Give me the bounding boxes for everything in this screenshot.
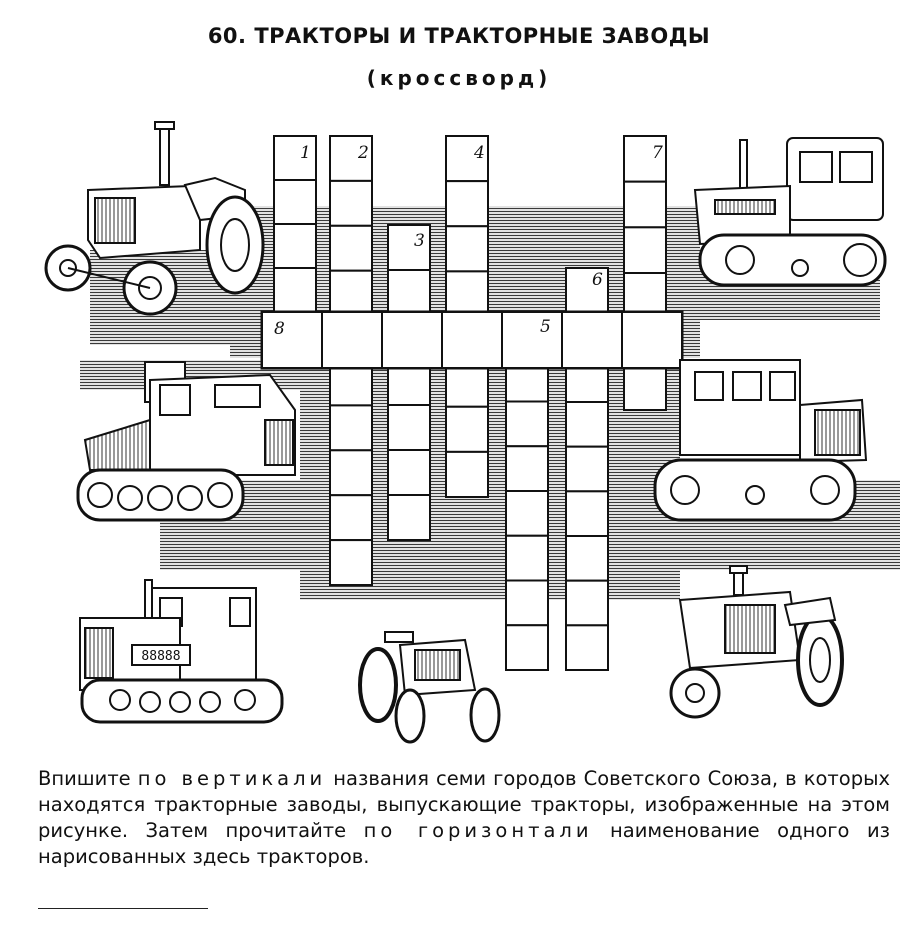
crossword-cell: [566, 447, 608, 492]
crossword-cell-horizontal: [502, 312, 562, 368]
crossword-cell: [566, 581, 608, 626]
page-title: 60. ТРАКТОРЫ И ТРАКТОРНЫЕ ЗАВОДЫ: [207, 24, 711, 48]
crossword-cell: [330, 226, 372, 271]
crossword-cell: [446, 226, 488, 271]
clue-number: 4: [474, 143, 485, 163]
crossword-cell: [506, 625, 548, 670]
wheeled-tractor-icon: [46, 122, 263, 314]
crossword-cell: [388, 450, 430, 495]
crossword-cell: [566, 402, 608, 447]
crossword-cell: [446, 181, 488, 226]
crossword-cell-horizontal: [382, 312, 442, 368]
crossword-cell-horizontal: [262, 312, 322, 368]
clue-number: 8: [274, 319, 285, 339]
clue-number: 2: [358, 143, 369, 163]
crawler-tractor-icon: [655, 360, 866, 520]
crossword-cell: [566, 625, 608, 670]
crossword-cell: [566, 536, 608, 581]
crossword-cell: [446, 452, 488, 497]
clue-number: 5: [540, 317, 551, 337]
crossword-cell-horizontal: [562, 312, 622, 368]
crossword-cell: [506, 536, 548, 581]
clue-number: 3: [414, 231, 425, 251]
crossword-cell-horizontal: [322, 312, 382, 368]
footnote-divider: [38, 908, 208, 909]
crossword-cell: [274, 268, 316, 312]
crossword-cell: [506, 581, 548, 626]
crossword-cell: [330, 495, 372, 540]
crossword-cell: [274, 224, 316, 268]
crossword-cell-horizontal: [622, 312, 682, 368]
wheeled-tractor-icon: [360, 632, 499, 742]
crossword-cell: [330, 181, 372, 226]
clue-number: 6: [592, 270, 603, 290]
crossword-cell: [330, 540, 372, 585]
clue-number: 1: [300, 143, 311, 163]
crossword-cell: [624, 227, 666, 273]
crossword-cell: [388, 270, 430, 315]
crossword-cell: [624, 364, 666, 410]
crawler-tractor-icon: [80, 580, 282, 722]
crawler-tractor-icon: [695, 138, 885, 285]
crossword-cell-horizontal: [442, 312, 502, 368]
crossword-cell: [446, 271, 488, 316]
instructions-part: наименование одного из нарисованных здесь тракторов.: [38, 819, 890, 868]
crossword-cell: [624, 182, 666, 228]
crossword-cell: [506, 402, 548, 447]
crossword-cell: [388, 405, 430, 450]
instructions-text: [38, 766, 890, 870]
crossword-cell: [330, 450, 372, 495]
crossword-cell: [330, 405, 372, 450]
page-subtitle: (кроссворд): [366, 66, 552, 90]
crossword-cell: [506, 491, 548, 536]
instructions-part: названия семи городов Советского Союза, в которых находятся тракторные заводы, выпускающие тракторы, изображенные на этом рисунке. Затем прочитайте: [38, 767, 891, 842]
clue-number: 7: [652, 143, 663, 163]
instructions-part: Впишите: [38, 767, 138, 790]
crossword-cell: [566, 491, 608, 536]
crossword-cell: [330, 271, 372, 316]
tractor-plate-text: 88888: [141, 649, 181, 664]
crossword-cell: [506, 446, 548, 491]
instructions-emphasis-vertical: по вертикали: [137, 767, 327, 790]
instructions-emphasis-horizontal: по горизонтали: [363, 819, 593, 842]
crossword-cell: [388, 495, 430, 540]
wheeled-tractor-icon: [671, 566, 842, 717]
crossword-cell: [274, 180, 316, 224]
crossword-cell: [446, 407, 488, 452]
